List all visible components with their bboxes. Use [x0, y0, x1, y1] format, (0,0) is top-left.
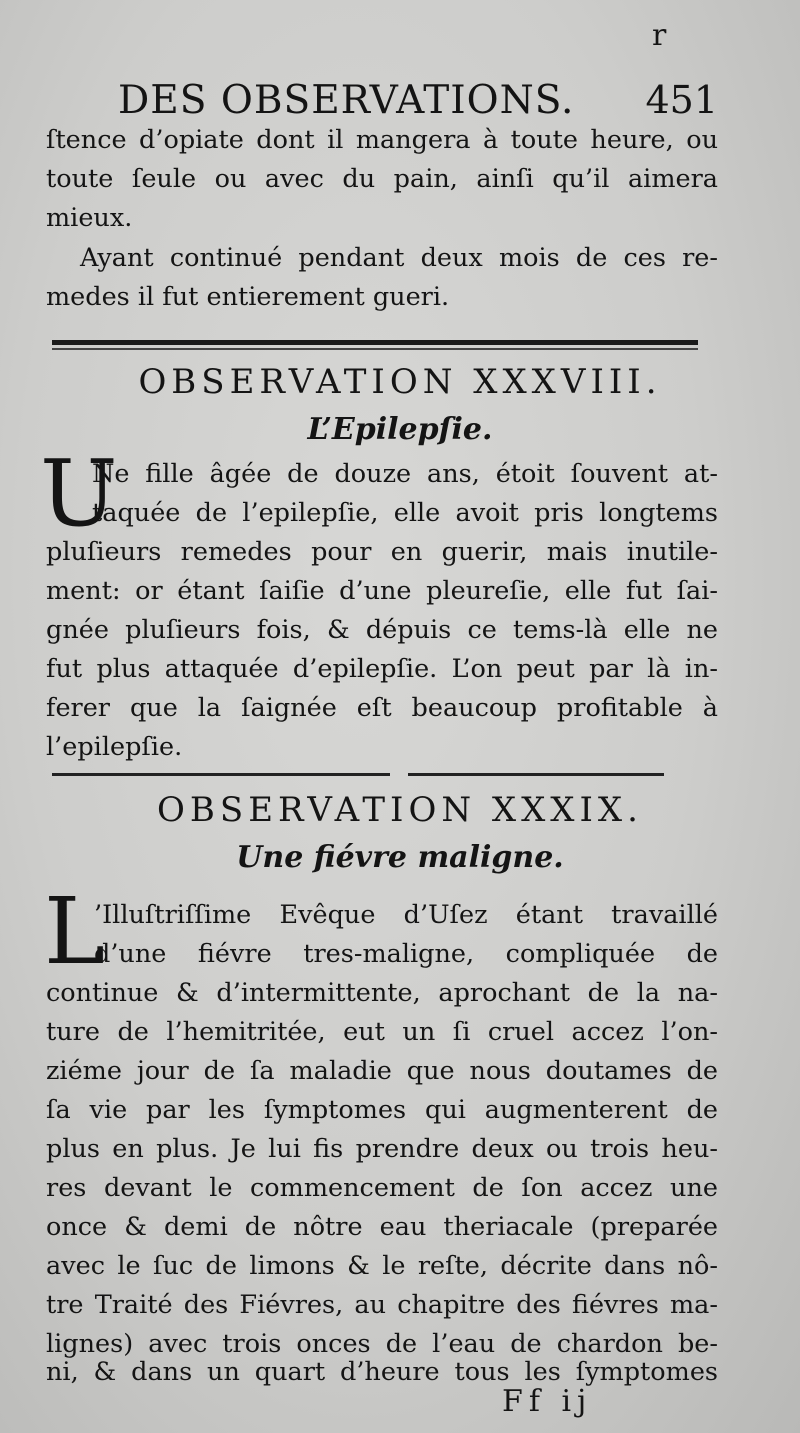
text-line: avec le ſuc de limons & le reſte, décrite dans nô-	[46, 1251, 718, 1281]
text-line: res devant le commencement de ſon accez une	[46, 1173, 718, 1203]
drop-cap: L	[44, 878, 106, 985]
section-rule-shadow	[52, 348, 698, 350]
page-header	[118, 78, 718, 128]
observation-title: OBSERVATION XXXIX.	[157, 790, 643, 830]
observation-subtitle: L’Epilepſie.	[307, 412, 493, 447]
text-line: mieux.	[46, 203, 133, 233]
text-line: toute ſeule ou avec du pain, ainſi qu’il aimera	[46, 164, 718, 194]
text-line: Ayant continué pendant deux mois de ces re-	[80, 243, 718, 273]
text-line: fut plus attaquée d’epilepſie. L’on peut par là in-	[46, 654, 718, 684]
text-line: ment: or étant ſaiſie d’une pleureſie, elle fut ſai-	[46, 576, 718, 606]
text-line: ſtence d’opiate dont il mangera à toute heure, ou	[46, 125, 718, 155]
text-line: pluſieurs remedes pour en guerir, mais inutile-	[46, 537, 718, 567]
text-line: medes il fut entierement gueri.	[46, 282, 450, 312]
text-line: ziéme jour de ſa maladie que nous doutames de	[46, 1056, 718, 1086]
text-line: once & demi de nôtre eau theriacale (preparée	[46, 1212, 718, 1242]
running-title: DES OBSERVATIONS.	[118, 78, 575, 123]
text-line: tre Traité des Fiévres, au chapitre des fiévres ma-	[46, 1290, 718, 1320]
text-line: d’une fiévre tres-maligne, compliquée de	[94, 939, 718, 969]
text-line: Ne fille âgée de douze ans, étoit ſouvent at-	[92, 459, 718, 489]
observation-title: OBSERVATION XXXVIII.	[138, 362, 662, 402]
text-line: taquée de l’epilepſie, elle avoit pris longtems	[92, 498, 718, 528]
observation-subtitle: Une fiévre maligne.	[236, 840, 564, 875]
text-line: plus en plus. Je lui fis prendre deux ou trois heu-	[46, 1134, 718, 1164]
edge-mark: r	[652, 18, 667, 53]
text-line: ni, & dans un quart d’heure tous les ſymptomes	[46, 1357, 718, 1387]
text-line: ferer que la ſaignée eſt beaucoup profitable à	[46, 693, 718, 723]
section-rule	[52, 340, 698, 345]
drop-cap: U	[40, 440, 118, 547]
text-line: ture de l’hemitritée, eut un ſi cruel accez l’on-	[46, 1017, 718, 1047]
signature-mark: Ff ij	[502, 1384, 593, 1419]
page-number: 451	[645, 78, 718, 122]
text-line: l’epilepſie.	[46, 732, 183, 762]
text-line: gnée pluſieurs fois, & dépuis ce tems-là elle ne	[46, 615, 718, 645]
section-rule-left	[52, 773, 390, 776]
text-line: continue & d’intermittente, aprochant de la na-	[46, 978, 718, 1008]
text-line: ſa vie par les ſymptomes qui augmenterent de	[46, 1095, 718, 1125]
text-line: lignes) avec trois onces de l’eau de chardon be-	[46, 1329, 718, 1359]
text-line: ’Illuſtriſſime Evêque d’Uſez étant travaillé	[94, 900, 718, 930]
section-rule-right	[408, 773, 664, 776]
